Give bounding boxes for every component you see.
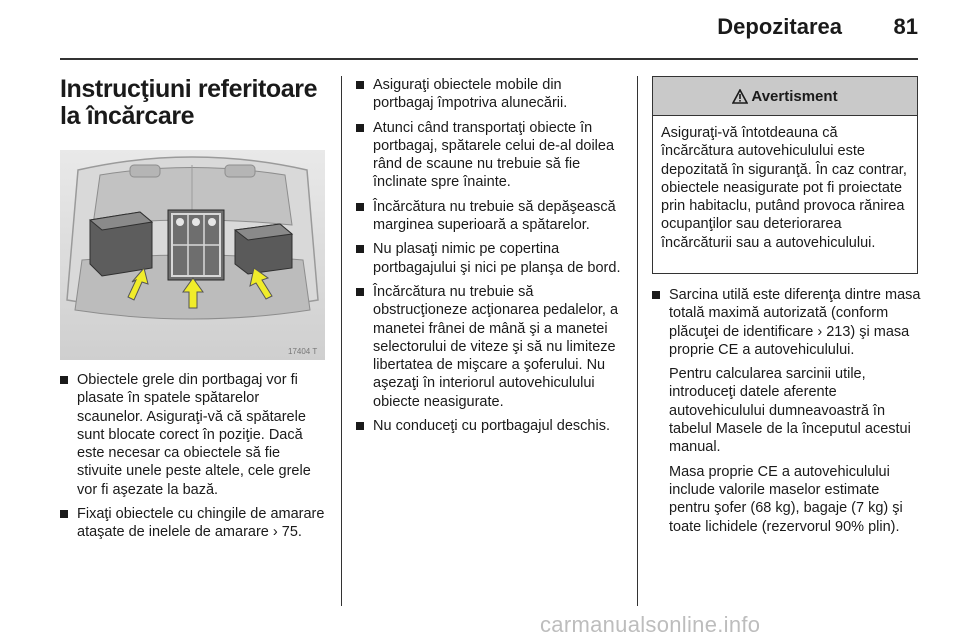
column-1: [60, 371, 328, 548]
column-divider-2: [637, 76, 638, 606]
trunk-loading-illustration: [60, 150, 325, 360]
warning-text: Asiguraţi-vă întotdeauna că încărcătura autovehiculului este depozitată în siguranţă. În caz contrar, obiectele neasigurate pot fi proiectate prin habitaclu, putând provoca rănirea ocupanţilor sau deteriorarea încărcăturii sau a autovehiculului.: [661, 125, 907, 251]
column-3: [652, 286, 922, 542]
list-item: Încărcătura nu trebuie să obstrucţioneze acţionarea pedalelor, a manetei frânei de mână şi a manetei selectorului de viteze şi să nu limiteze libertatea de mişcare a şoferului. Nu aşezaţi în interiorul autovehiculului obiecte neasigurate.: [356, 283, 626, 411]
list-item: Nu plasaţi nimic pe copertina portbagajului şi nici pe planşa de bord.: [356, 240, 626, 277]
page-reference-link[interactable]: › 75.: [272, 524, 302, 541]
bullet-square-icon: [356, 288, 364, 296]
bullet-square-icon: [356, 124, 364, 132]
bullet-square-icon: [356, 422, 364, 430]
warning-title: Avertisment: [751, 87, 838, 105]
bullet-square-icon: [356, 245, 364, 253]
bullet-square-icon: [356, 81, 364, 89]
warning-header: [653, 77, 917, 116]
page-ref-arrow-icon: ›: [272, 524, 278, 541]
bullet-square-icon: [356, 203, 364, 211]
list-item: Încărcătura nu trebuie să depăşească marginea superioară a spătarelor.: [356, 198, 626, 235]
warning-triangle-icon: [732, 89, 748, 104]
paragraph: Pentru calcularea sarcinii utile, introduceţi datele aferente autovehiculului dumneavoastră în tabelul Masele de la începutul acestui manual.: [669, 366, 911, 456]
figure-code: 17404 T: [288, 347, 318, 356]
warning-box: [652, 76, 918, 274]
column-2: [356, 76, 626, 441]
list-item: Obiectele grele din portbagaj vor fi plasate în spatele spătarelor scaunelor. Asiguraţi-vă că spătarele sunt blocate corect în poziţie. Dacă este necesar ca obiectele să fie stivuite unele peste altele, cele grele vor fi aşezate la bază.: [60, 371, 328, 499]
paragraph: Masa proprie CE a autovehiculului include valorile maselor estimate pentru şofer (68 kg), bagaje (7 kg) şi toate lichidele (rezervorul 90% plin).: [669, 463, 903, 535]
section-title-line-1: Instrucţiuni referitoare: [60, 75, 318, 103]
section-title-line-2: la încărcare: [60, 102, 195, 130]
list-item: Sarcina utilă este diferenţa dintre masa totală maximă autorizată (conform plăcuţei de identificare › 213) şi masa proprie CE a autovehiculului.: [652, 286, 922, 359]
list-item: Nu conduceţi cu portbagajul deschis.: [356, 417, 626, 435]
bullet-square-icon: [60, 510, 68, 518]
list-item: Fixaţi obiectele cu chingile de amarare ataşate de inelele de amarare › 75.: [60, 505, 328, 542]
column-divider-1: [341, 76, 342, 606]
header-divider: [60, 58, 918, 60]
bullet-square-icon: [652, 291, 660, 299]
page-ref-arrow-icon: ›: [817, 323, 823, 340]
list-item: Asiguraţi obiectele mobile din portbagaj împotriva alunecării.: [356, 76, 626, 113]
page-reference-link[interactable]: [817, 324, 822, 340]
bullet-square-icon: [60, 376, 68, 384]
watermark: carmanualsonline.info: [540, 612, 761, 637]
page-number: 81: [893, 14, 918, 39]
header-title: Depozitarea: [717, 14, 842, 39]
list-item: Atunci când transportaţi obiecte în portbagaj, spătarele celui de-al doilea rând de scaune nu trebuie să fie înclinate spre înainte.: [356, 119, 626, 192]
section-title: [60, 76, 330, 130]
